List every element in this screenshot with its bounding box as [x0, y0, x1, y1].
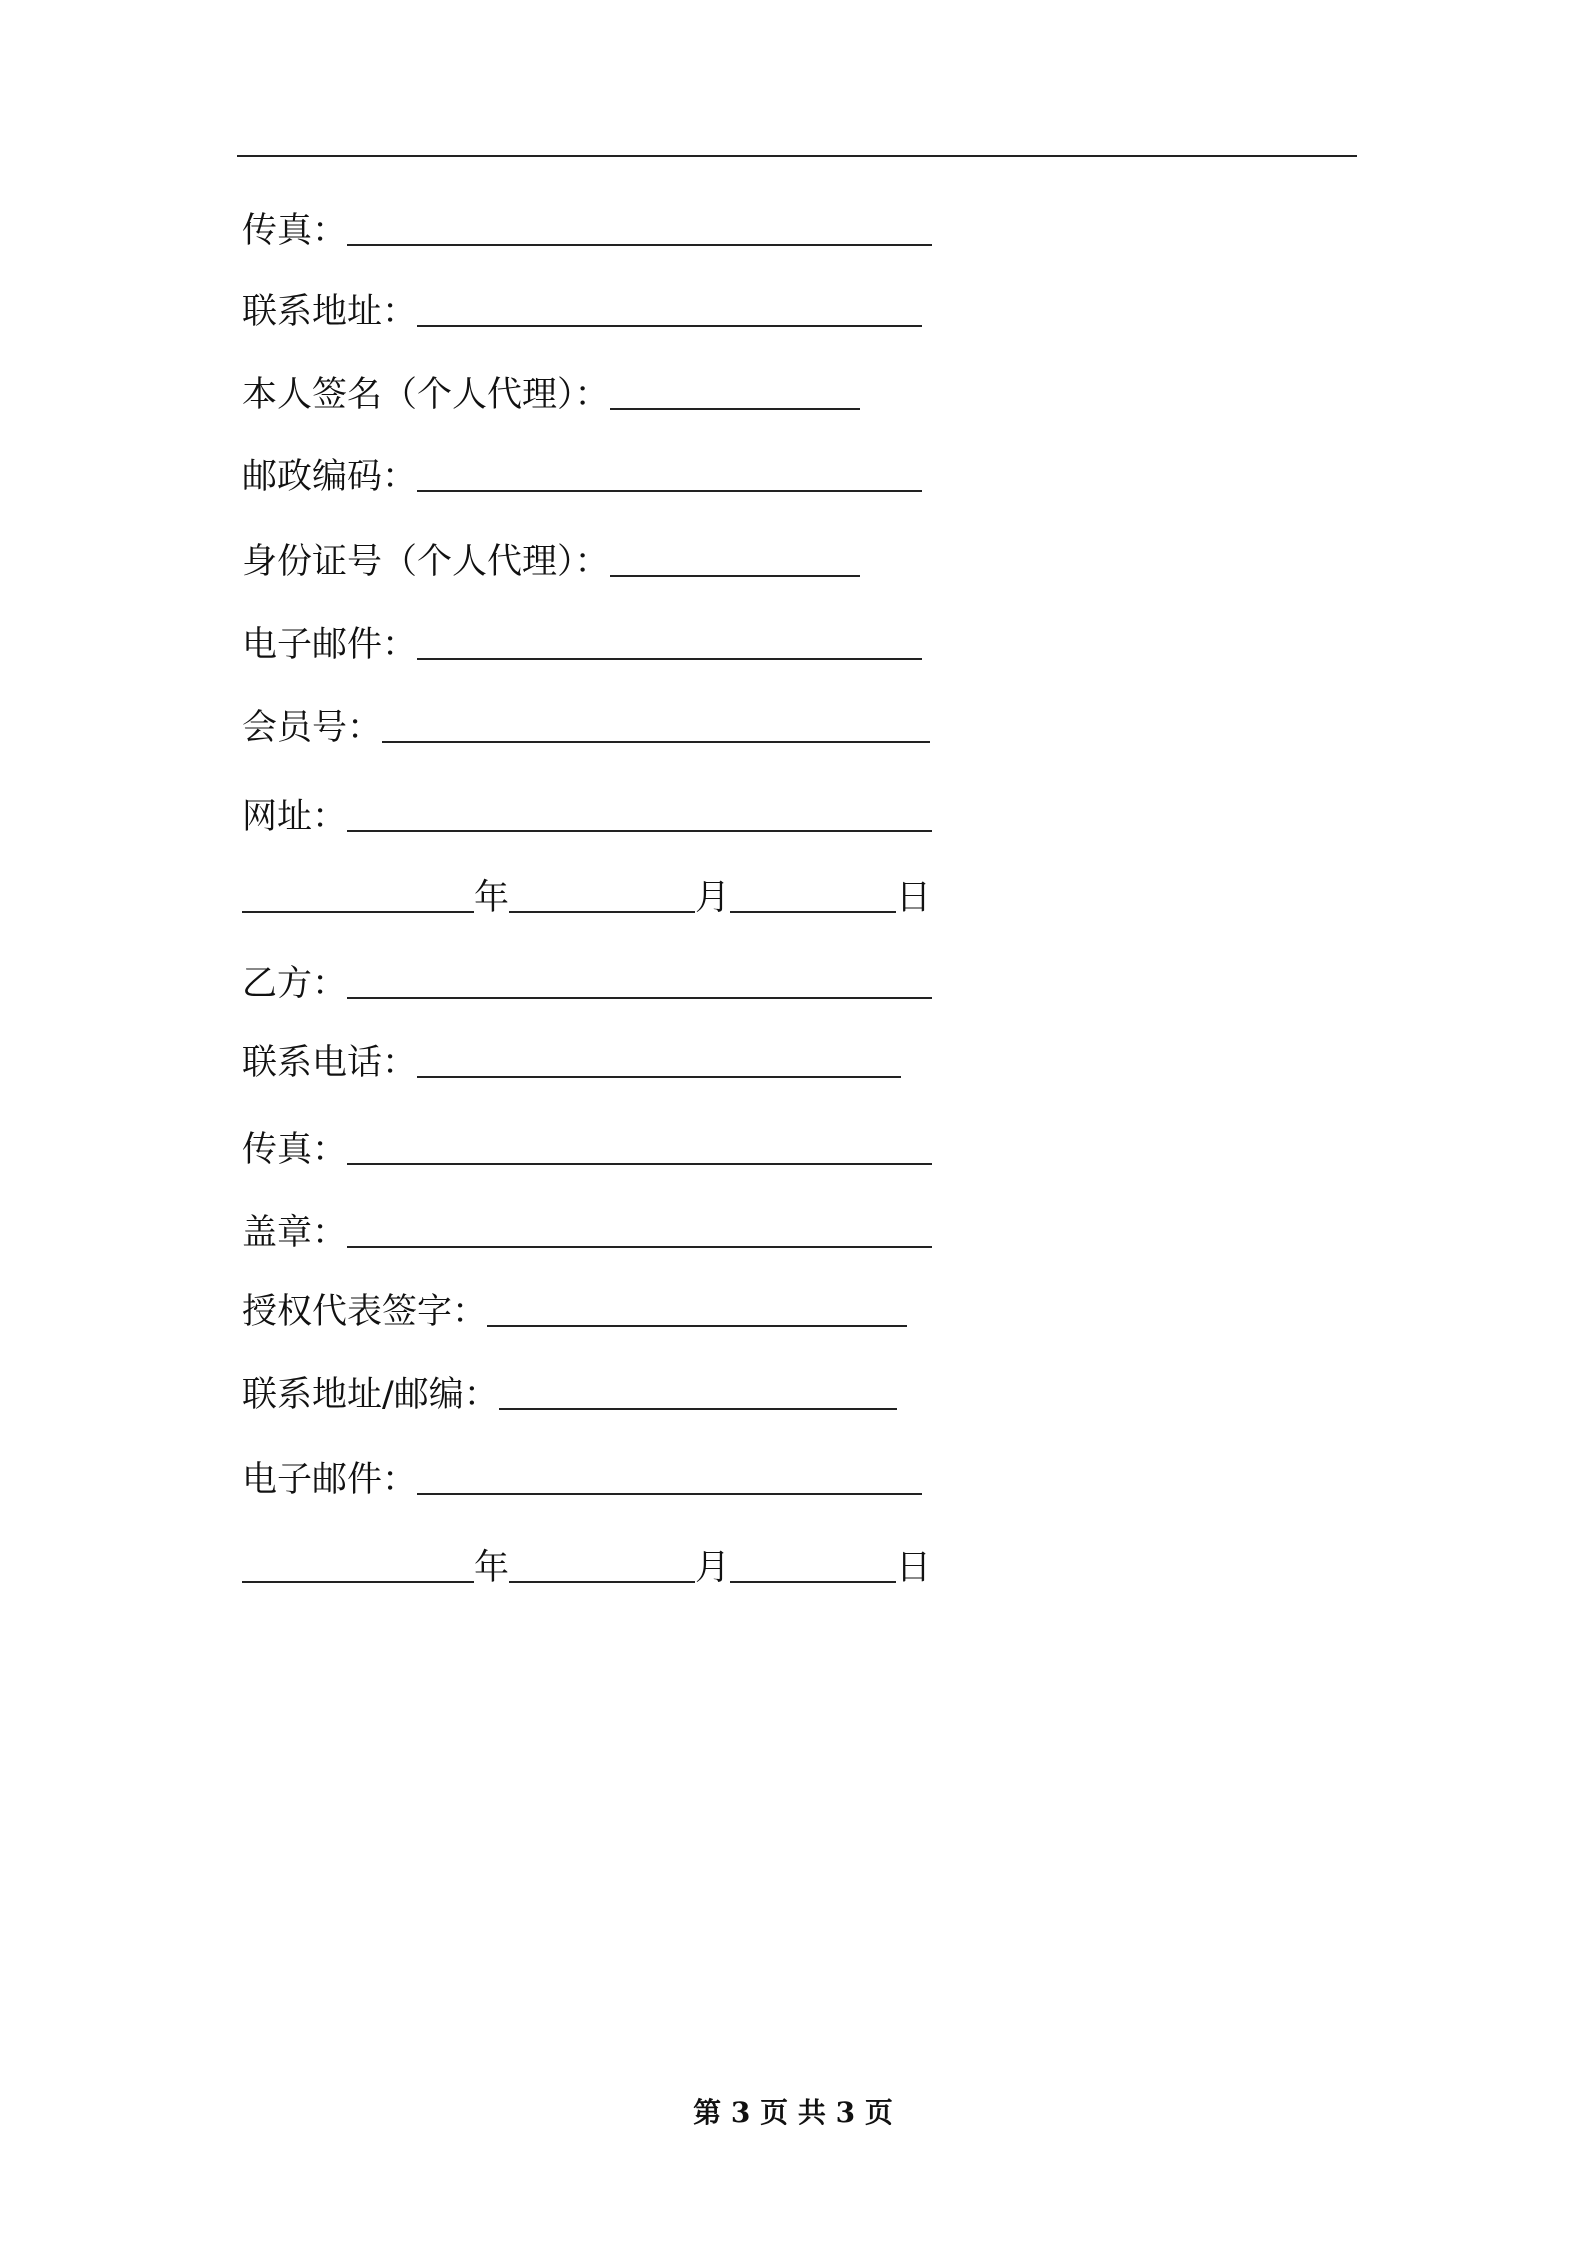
fax-label: 传真：: [242, 1130, 348, 1170]
member-no-blank[interactable]: [382, 741, 930, 743]
address-postcode-line: [242, 1370, 897, 1420]
signature-label: 本人签名（个人代理）：: [242, 375, 610, 415]
authorized-signature-line: [242, 1287, 907, 1337]
fax-line-1: [242, 206, 932, 256]
id-number-line: [242, 537, 860, 587]
address-line-1: [242, 287, 922, 337]
address-blank[interactable]: [417, 325, 922, 327]
authorized-signature-blank[interactable]: [487, 1325, 907, 1327]
seal-blank[interactable]: [347, 1246, 932, 1248]
fax-label: 传真：: [242, 211, 348, 251]
fax-blank[interactable]: [347, 244, 932, 246]
email-label: 电子邮件：: [242, 625, 418, 665]
header-rule: [237, 155, 1357, 157]
fax-blank[interactable]: [347, 1163, 932, 1165]
party-b-label: 乙方：: [242, 964, 348, 1004]
day-blank[interactable]: [730, 1581, 896, 1583]
day-label: 日: [896, 878, 932, 918]
year-blank[interactable]: [242, 1581, 474, 1583]
postal-code-blank[interactable]: [417, 490, 922, 492]
day-blank[interactable]: [730, 911, 896, 913]
party-b-blank[interactable]: [347, 997, 932, 999]
email-blank[interactable]: [417, 658, 922, 660]
signature-blank[interactable]: [610, 408, 860, 410]
seal-line: [242, 1208, 932, 1258]
day-label: 日: [896, 1548, 932, 1588]
phone-line: [242, 1038, 901, 1088]
date-line-1: [242, 873, 931, 923]
signature-line: [242, 370, 860, 420]
address-postcode-blank[interactable]: [499, 1408, 897, 1410]
fax-line-2: [242, 1125, 932, 1175]
id-number-blank[interactable]: [610, 575, 860, 577]
postal-code-line: [242, 452, 922, 502]
website-line: [242, 792, 932, 842]
email-blank[interactable]: [417, 1493, 922, 1495]
phone-label: 联系电话：: [242, 1043, 418, 1083]
email-line-1: [242, 620, 922, 670]
website-label: 网址：: [242, 797, 348, 837]
page-footer: 第 3 页 共 3 页: [693, 2096, 893, 2129]
year-label: 年: [474, 878, 510, 918]
member-no-label: 会员号：: [242, 708, 383, 748]
month-blank[interactable]: [509, 911, 695, 913]
seal-label: 盖章：: [242, 1213, 348, 1253]
month-label: 月: [695, 1548, 731, 1588]
website-blank[interactable]: [347, 830, 932, 832]
address-label: 联系地址：: [242, 292, 418, 332]
year-label: 年: [474, 1548, 510, 1588]
phone-blank[interactable]: [417, 1076, 901, 1078]
id-number-label: 身份证号（个人代理）：: [242, 542, 610, 582]
member-no-line: [242, 703, 930, 753]
month-blank[interactable]: [509, 1581, 695, 1583]
address-postcode-label: 联系地址/邮编：: [242, 1375, 499, 1415]
authorized-signature-label: 授权代表签字：: [242, 1292, 488, 1332]
email-line-2: [242, 1455, 922, 1505]
year-blank[interactable]: [242, 911, 474, 913]
postal-code-label: 邮政编码：: [242, 457, 418, 497]
email-label: 电子邮件：: [242, 1460, 418, 1500]
date-line-2: [242, 1543, 931, 1593]
party-b-line: [242, 959, 932, 1009]
month-label: 月: [695, 878, 731, 918]
